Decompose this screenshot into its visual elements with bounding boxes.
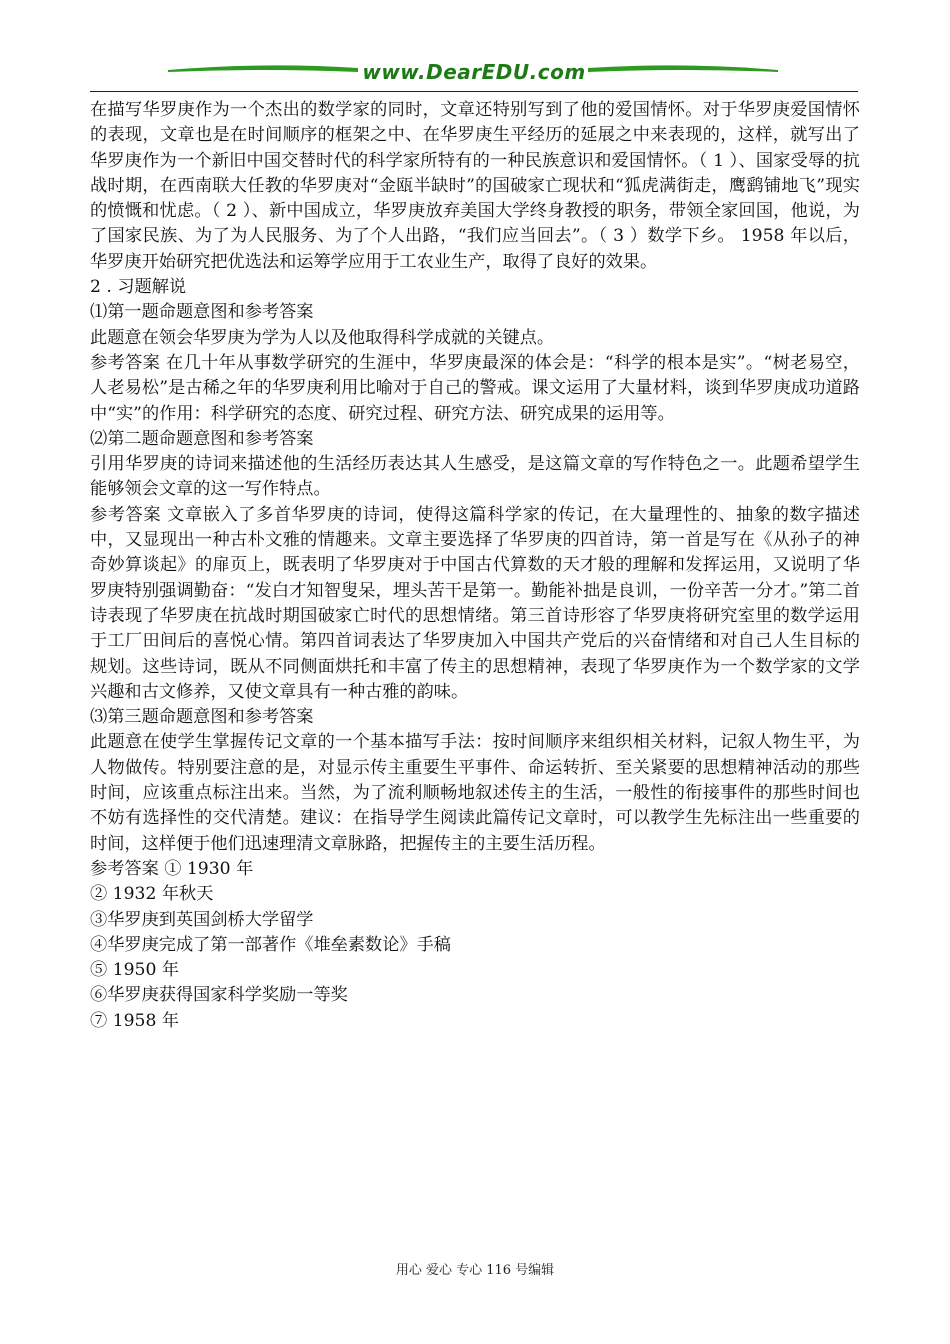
site-logo: www.DearEDU.com	[362, 60, 586, 84]
question-heading-1: ⑴第一题命题意图和参考答案	[90, 302, 314, 323]
question-heading-2: ⑵第二题命题意图和参考答案	[90, 428, 314, 449]
header-rule	[90, 91, 858, 92]
document-body	[90, 98, 860, 1034]
question-intent-2: 引用华罗庚的诗词来描述他的生活经历表达其人生感受，是这篇文章的写作特色之一。此题希望学生能够领会文章的这一写作特点。	[90, 454, 860, 500]
answer-3-item: ③华罗庚到英国剑桥大学留学	[90, 909, 314, 930]
intro-paragraph: 在描写华罗庚作为一个杰出的数学家的同时，文章还特别写到了他的爱国情怀。对于华罗庚爱国情怀的表现，文章也是在时间顺序的框架之中、在华罗庚生平经历的延展之中来表现的，这样，就写出了华罗庚作为一个新旧中国交替时代的科学家所特有的一种民族意识和爱国情怀。（ 1 ）、国家受辱的抗战时期，在西南联大任教的华罗庚对“金瓯半缺时”的国破家亡现状和“狐虎满街走，鹰鹞铺地飞”现实的愤慨和忧虑。（ 2 ）、新中国成立，华罗庚放弃美国大学终身教授的职务，带领全家回国，他说，为了国家民族、为了为人民服务、为了个人出路，“我们应当回去”。（ 3 ）数学下乡。 1958 年以后，华罗庚开始研究把优选法和运筹学应用于工农业生产，取得了良好的效果。	[90, 100, 860, 272]
section-heading: 2 . 习题解说	[90, 277, 187, 298]
answer-3-item: 参考答案 ① 1930 年	[90, 858, 254, 879]
answer-3-item: ⑥华罗庚获得国家科学奖励一等奖	[90, 985, 348, 1006]
answer-3-item: ② 1932 年秋天	[90, 884, 214, 905]
answer-2: 参考答案 文章嵌入了多首华罗庚的诗词，使得这篇科学家的传记，在大量理性的、抽象的数字描述中，又显现出一种古朴文雅的情趣来。文章主要选择了华罗庚的四首诗，第一首是写在《从孙子的神奇妙算谈起》的扉页上，既表明了华罗庚对于中国古代算数的天才般的理解和发挥运用，又说明了华罗庚特别强调勤奋：“发白才知智叟呆，埋头苦干是第一。勤能补拙是良训，一份辛苦一分才。”第二首诗表现了华罗庚在抗战时期国破家亡时代的思想情绪。第三首诗形容了华罗庚将研究室里的数学运用于工厂田间后的喜悦心情。第四首词表达了华罗庚加入中国共产党后的兴奋情绪和对自己人生目标的规划。这些诗词，既从不同侧面烘托和丰富了传主的思想精神，表现了华罗庚作为一个数学家的文学兴趣和古文修养，又使文章具有一种古雅的韵味。	[90, 504, 860, 702]
page-footer: 用心 爱心 专心 116 号编辑	[395, 1263, 555, 1278]
answer-3-item: ⑦ 1958 年	[90, 1010, 180, 1031]
answer-1: 参考答案 在几十年从事数学研究的生涯中，华罗庚最深的体会是：“科学的根本是实”。“树老易空，人老易松”是古稀之年的华罗庚利用比喻对于自己的警戒。课文运用了大量材料，谈到华罗庚成功道路中“实”的作用：科学研究的态度、研究过程、研究方法、研究成果的运用等。	[90, 352, 860, 424]
answer-3-item: ④华罗庚完成了第一部著作《堆垒素数论》手稿	[90, 934, 451, 955]
page-header	[90, 58, 858, 92]
question-intent-3: 此题意在使学生掌握传记文章的一个基本描写手法：按时间顺序来组织相关材料，记叙人物生平，为人物做传。特别要注意的是，对显示传主重要生平事件、命运转折、至关紧要的思想精神活动的那些时间，应该重点标注出来。当然，为了流利顺畅地叙述传主的生活，一般性的衔接事件的那些时间也不妨有选择性的交代清楚。建议：在指导学生阅读此篇传记文章时，可以教学生先标注出一些重要的时间，这样便于他们迅速理清文章脉路，把握传主的主要生活历程。	[90, 732, 860, 854]
question-heading-3: ⑶第三题命题意图和参考答案	[90, 707, 314, 728]
question-intent-1: 此题意在领会华罗庚为学为人以及他取得科学成就的关键点。	[90, 327, 555, 348]
right-swoosh-decoration	[588, 64, 778, 76]
answer-3-item: ⑤ 1950 年	[90, 960, 180, 981]
